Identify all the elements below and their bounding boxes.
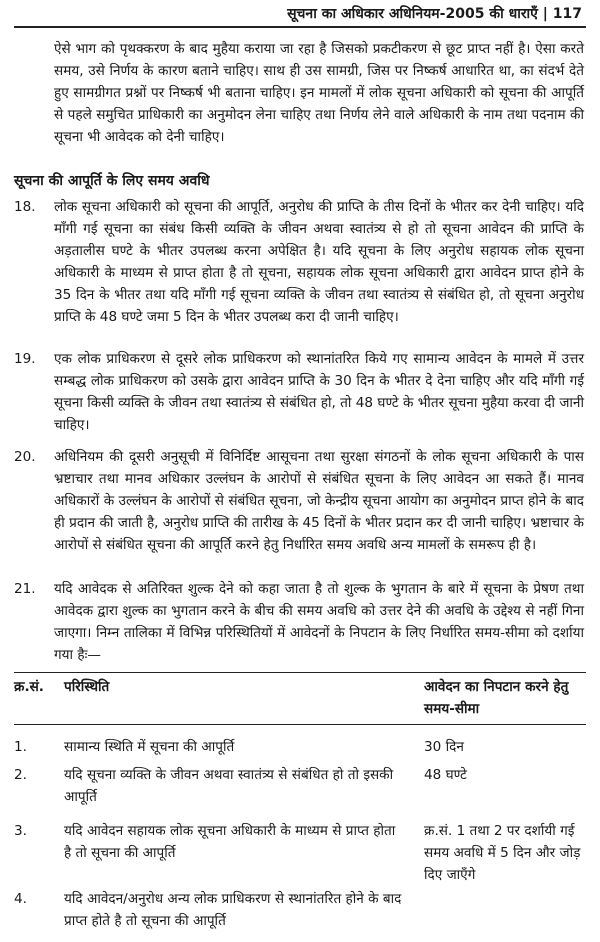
- row-serial: 2.: [14, 767, 27, 783]
- row-serial: 3.: [14, 823, 27, 839]
- header-rule: [14, 26, 586, 28]
- point-number: 19.: [14, 351, 36, 367]
- row-situation: यदि सूचना व्यक्ति के जीवन अथवा स्वातंत्र्य से संबंधित हो तो इसकी आपूर्ति: [64, 767, 394, 805]
- page-header: [0, 0, 600, 30]
- row-serial: 4.: [14, 891, 27, 907]
- point-text: अधिनियम की दूसरी अनुसूची में विनिर्दिष्ट आसूचना तथा सुरक्षा संगठनों के लोक सूचना अधिकारी के पास भ्रष्टाचार तथा मानव अधिकार उल्लंघन के आरोपों से संबंधित सूचना के लिए आवेदन आ सकते हैं। मानव अधिकारों के उल्लंघन के आरोपों से संबंधित सूचना, जो केन्द्रीय सूचना आयोग का अनुमोदन प्राप्त होने के बाद ही प्रदान की जाती है, अनुरोध प्राप्ति की तारीख के 45 दिनों के भीतर प्रदान कर दी जानी चाहिए। भ्रष्टाचार के आरोपों से संबंधित सूचना की आपूर्ति करने हेतु निर्धारित समय अवधि अन्य मामलों के समरूप ही है।: [54, 449, 584, 553]
- point-text: एक लोक प्राधिकरण से दूसरे लोक प्राधिकरण को स्थानांतरित किये गए सामान्य आवेदन के मामले में उत्तर सम्बद्ध लोक प्राधिकरण को उसके द्वारा आवेदन प्राप्ति के 30 दिन के भीतर दे देना चाहिए और यदि माँगी गई सूचना किसी व्यक्ति के जीवन तथा स्वातंत्र्य से संबंधित हो, तो 48 घण्टे के भीतर सूचना मुहैया करवा दी जानी चाहिए।: [54, 351, 584, 433]
- row-time-limit: 48 घण्टे: [424, 767, 467, 783]
- point-text: यदि आवेदक से अतिरिक्त शुल्क देने को कहा जाता है तो शुल्क के भुगतान के बारे में सूचना के प्रेषण तथा आवेदक द्वारा शुल्क का भुगतान करने के बीच की समय अवधि को उत्तर देने की अवधि के उद्देश्य से नहीं गिना जाएगा। निम्न तालिका में विभिन्न परिस्थितियों में आवेदनों के निपटान के लिए निर्धारित समय-सीमा को दर्शाया गया हैः—: [54, 581, 584, 663]
- table-header-situation: परिस्थिति: [64, 679, 110, 695]
- row-time-limit: क्र.सं. 1 तथा 2 पर दर्शायी गई समय अवधि में 5 दिन और जोड़ दिए जाएँगे: [424, 823, 581, 883]
- row-situation: सामान्य स्थिति में सूचना की आपूर्ति: [64, 739, 235, 755]
- table-header-serial: क्र.सं.: [14, 679, 44, 695]
- table-top-rule: [14, 672, 586, 673]
- row-serial: 1.: [14, 739, 27, 755]
- intro-paragraph: ऐसे भाग को पृथक्करण के बाद मुहैया कराया जा रहा है जिसको प्रकटीकरण से छूट प्राप्त नहीं है। ऐसा करते समय, उसे निर्णय के कारण बताने चाहिए। साथ ही उस सामग्री, जिस पर निष्कर्ष आधारित था, का संदर्भ देते हुए सामग्रीगत प्रश्नों पर निष्कर्ष भी बताना चाहिए। इन मामलों में लोक सूचना अधिकारी को सूचना की आपूर्ति से पहले समुचित प्राधिकारी का अनुमोदन लेना चाहिए तथा निर्णय लेने वाले अधिकारी के नाम तथा पदनाम की सूचना भी आवेदक को देनी चाहिए।: [54, 41, 584, 145]
- row-time-limit: 30 दिन: [424, 739, 464, 755]
- row-situation: यदि आवेदन/अनुरोध अन्य लोक प्राधिकरण से स्थानांतरित होने के बाद प्राप्त होते है तो सूचना की आपूर्ति: [64, 891, 402, 929]
- point-number: 18.: [14, 199, 36, 215]
- point-number: 21.: [14, 581, 36, 597]
- point-text: लोक सूचना अधिकारी को सूचना की आपूर्ति, अनुरोध की प्राप्ति के तीस दिनों के भीतर कर देनी चाहिए। यदि माँगी गई सूचना का संबंध किसी व्यक्ति के जीवन अथवा स्वातंत्र्य से हो तो सूचना आवेदन की प्राप्ति के अड़तालीस घण्टे के भीतर उपलब्ध करना अपेक्षित है। यदि सूचना के लिए अनुरोध सहायक लोक सूचना अधिकारी के माध्यम से प्राप्त होता है तो सूचना, सहायक लोक सूचना अधिकारी द्वारा आवेदन प्राप्त होने के 35 दिन के भीतर तथा यदि माँगी गई सूचना व्यक्ति के जीवन तथा स्वातंत्र्य से संबंधित हो, तो सूचना अनुरोध प्राप्ति के 48 घण्टे जमा 5 दिन के भीतर उपलब्ध करा दी जानी चाहिए।: [54, 199, 584, 325]
- section-heading: सूचना की आपूर्ति के लिए समय अवधि: [14, 173, 210, 189]
- table-header-rule: [14, 724, 586, 725]
- point-number: 20.: [14, 449, 36, 465]
- table-header-time-limit: आवेदन का निपटान करने हेतु समय-सीमा: [424, 679, 569, 717]
- row-situation: यदि आवेदन सहायक लोक सूचना अधिकारी के माध्यम से प्राप्त होता है तो सूचना की आपूर्ति: [64, 823, 396, 861]
- header-title: सूचना का अधिकार अधिनियम-2005 की धाराएँ | 117: [287, 6, 582, 22]
